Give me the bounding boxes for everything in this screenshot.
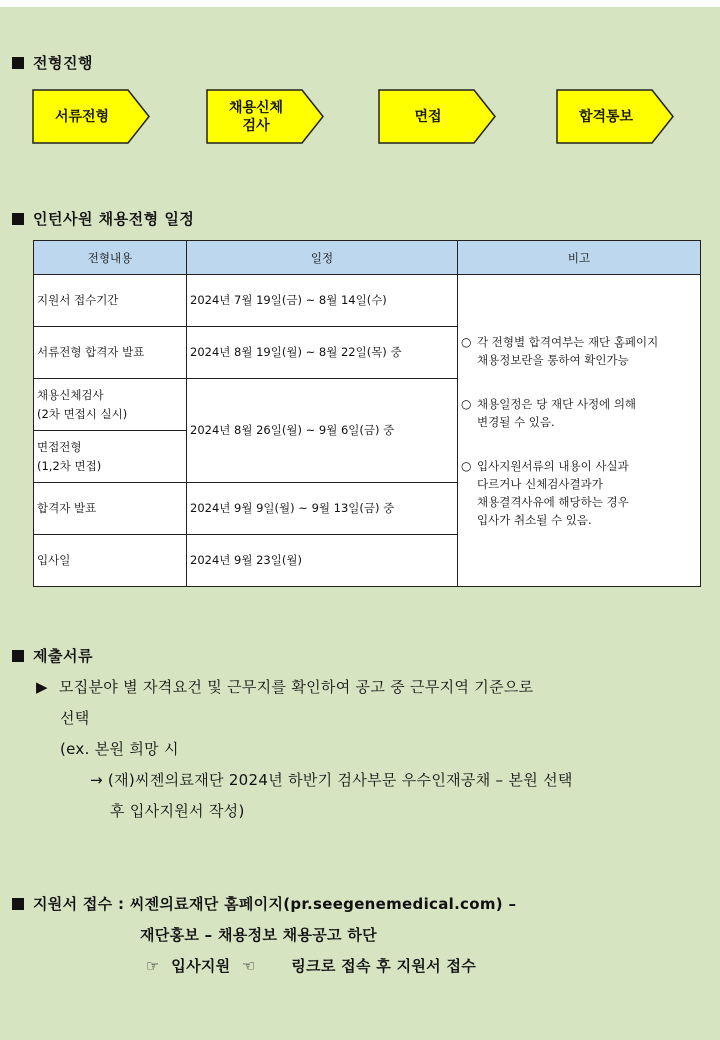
step-interview	[378, 89, 496, 144]
hand-left-icon: ☜	[241, 957, 256, 975]
schedule-title-text: 인턴사원 채용전형 일정	[33, 210, 195, 228]
item-cell: 합격자 발표	[34, 483, 187, 535]
date-cell: 2024년 8월 19일(월) ~ 8월 22일(목) 중	[187, 327, 458, 379]
item-cell: 지원서 접수기간	[34, 275, 187, 327]
date-cell: 2024년 9월 9일(월) ~ 9월 13일(금) 중	[187, 483, 458, 535]
apply-text: 지원서 접수 : 씨젠의료재단 홈페이지(pr.seegenemedical.com) –	[33, 895, 517, 913]
square-bullet-icon	[12, 213, 24, 225]
step-label: 합격통보	[578, 108, 634, 125]
circle-bullet-icon: ○	[461, 334, 472, 349]
apply-link[interactable]: 입사지원	[171, 957, 231, 975]
hand-right-icon: ☞	[146, 957, 160, 975]
docs-line-2: 선택	[60, 709, 90, 727]
note-item	[461, 457, 697, 529]
step-result-notice	[556, 89, 674, 144]
header-cell: 비고	[458, 241, 701, 275]
docs-line-5: 후 입사지원서 작성)	[110, 802, 245, 820]
step-label: 채용신체 검사	[228, 99, 284, 134]
docs-line-3: (ex. 본원 희망 시	[60, 740, 179, 758]
process-title-text: 전형진행	[33, 54, 93, 72]
note-text: 입사지원서류의 내용이 사실과 다르거나 신체검사결과가 채용결격사유에 해당하는 경우 입사가 취소될 수 있음.	[477, 458, 629, 527]
table-header-row	[34, 241, 701, 275]
section-title-schedule	[12, 208, 194, 229]
note-item	[461, 395, 697, 431]
docs-line-4: → (재)씨젠의료재단 2024년 하반기 검사부문 우수인재공채 – 본원 선택	[90, 771, 573, 789]
step-health-check	[206, 89, 324, 144]
step-label: 면접	[414, 108, 442, 125]
apply-text: 링크로 접속 후 지원서 접수	[291, 957, 477, 975]
note-text: 각 전형별 합격여부는 재단 홈페이지 채용정보란을 통하여 확인가능	[477, 334, 659, 367]
triangle-bullet-icon: ▶	[36, 678, 48, 696]
item-cell: 서류전형 합격자 발표	[34, 327, 187, 379]
table-row	[34, 275, 701, 327]
top-band	[0, 0, 720, 7]
circle-bullet-icon: ○	[461, 458, 472, 473]
note-item	[461, 333, 697, 369]
docs-text: 모집분야 별 자격요건 및 근무지를 확인하여 공고 중 근무지역 기준으로	[58, 678, 534, 696]
section-title-process	[12, 52, 93, 73]
date-cell: 2024년 7월 19일(금) ~ 8월 14일(수)	[187, 275, 458, 327]
square-bullet-icon	[12, 650, 24, 662]
square-bullet-icon	[12, 57, 24, 69]
item-cell: 입사일	[34, 535, 187, 587]
docs-line-1	[36, 676, 533, 697]
step-label: 서류전형	[54, 108, 110, 125]
circle-bullet-icon: ○	[461, 396, 472, 411]
date-cell: 2024년 9월 23일(월)	[187, 535, 458, 587]
step-document-screening	[32, 89, 150, 144]
note-text: 채용일정은 당 재단 사정에 의해 변경될 수 있음.	[477, 396, 637, 429]
section-title-documents	[12, 645, 93, 666]
square-bullet-icon	[12, 898, 24, 910]
header-cell: 일정	[187, 241, 458, 275]
item-cell: 채용신체검사 (2차 면접시 실시)	[34, 379, 187, 431]
notes-cell	[458, 275, 701, 587]
date-cell: 2024년 8월 26일(월) ~ 9월 6일(금) 중	[187, 379, 458, 483]
header-cell: 전형내용	[34, 241, 187, 275]
apply-line-1	[12, 893, 516, 914]
schedule-table	[33, 240, 701, 587]
item-cell: 면접전형 (1,2차 면접)	[34, 431, 187, 483]
docs-title-text: 제출서류	[33, 647, 93, 665]
apply-line-2: 재단홍보 – 채용정보 채용공고 하단	[140, 926, 377, 944]
apply-line-3	[146, 955, 476, 976]
